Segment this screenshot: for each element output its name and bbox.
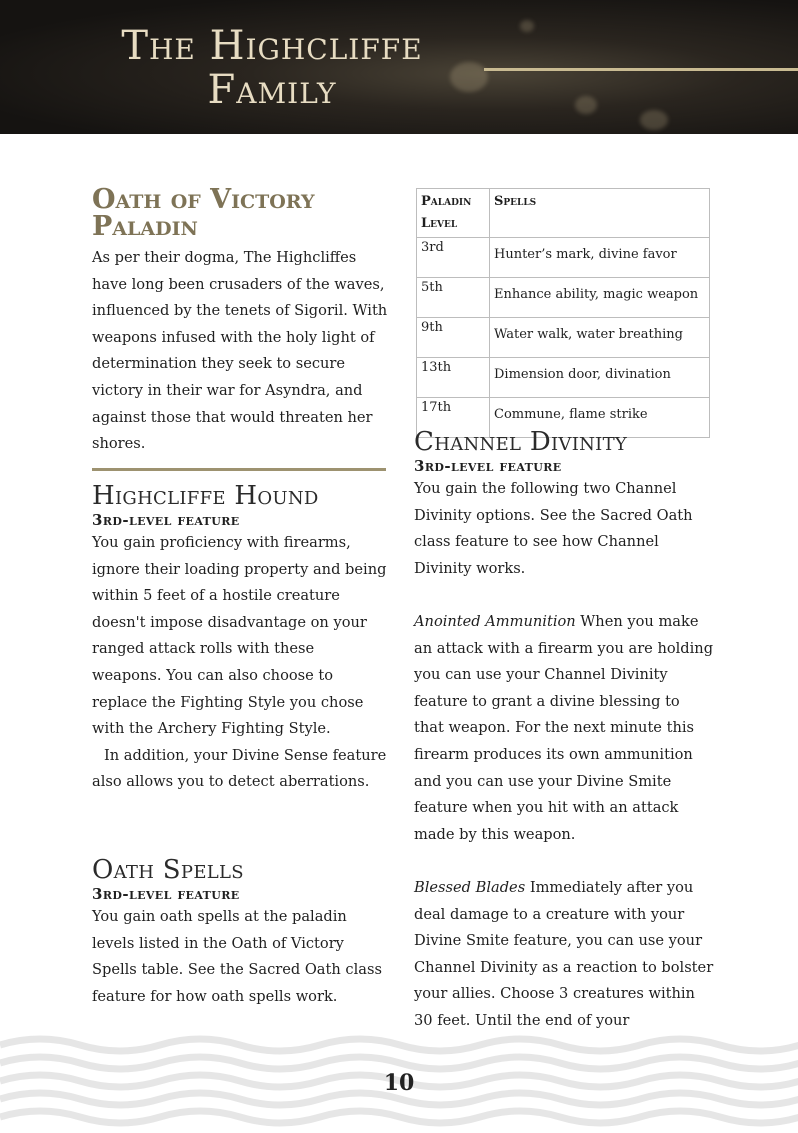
table-header-spells: Spells <box>490 189 710 238</box>
blessed-blades-paragraph <box>414 875 714 1035</box>
table-cell-spells: Commune, flame strike <box>490 398 710 438</box>
table-header-level: Paladin Level <box>417 189 490 238</box>
channel-paragraph-1: You gain the following two Channel Divinity options. See the Sacred Oath class feature to see how Channel Divinity works. <box>414 480 693 577</box>
blessed-blades-name: Blessed Blades <box>414 878 526 896</box>
hound-paragraph-2: In addition, your Divine Sense feature also allows you to detect aberrations. <box>92 746 387 791</box>
table-row <box>417 278 710 318</box>
oath-intro: As per their dogma, The Highcliffes have long been crusaders of the waves, influenced by the tenets of Sigoril. With weapons infused with the holy light of determination they seek to secure victory in their war for Asyndra, and against those that would threaten her shores. <box>92 249 388 453</box>
oath-spells-paragraph: You gain oath spells at the paladin levels listed in the Oath of Victory Spells table. See the Sacred Oath class feature for how oath spells work. <box>92 908 382 1005</box>
page-title-line1: The Highcliffe <box>121 23 423 69</box>
channel-subheading: 3rd-level feature <box>414 457 562 475</box>
hound-heading: Highcliffe Hound <box>92 481 319 511</box>
page-title-line2: Family <box>207 67 337 113</box>
table-cell-level: 9th <box>417 318 490 358</box>
banner-texture <box>640 110 668 130</box>
table-cell-level: 17th <box>417 398 490 438</box>
oath-heading: Oath of Victory Paladin <box>92 184 315 242</box>
header-banner <box>0 0 798 134</box>
oath-spells-subheading: 3rd-level feature <box>92 885 240 903</box>
banner-divider <box>484 68 798 71</box>
anointed-ammunition-name: Anointed Ammunition <box>414 612 576 630</box>
oath-spells-heading: Oath Spells <box>92 855 244 885</box>
oath-intro-block <box>92 245 388 458</box>
table-header-row <box>417 189 710 238</box>
table-row <box>417 358 710 398</box>
section-divider <box>92 468 386 471</box>
table-cell-level: 5th <box>417 278 490 318</box>
table-cell-level: 13th <box>417 358 490 398</box>
page-title <box>82 24 462 112</box>
hound-section <box>92 482 388 796</box>
table-cell-spells: Dimension door, divination <box>490 358 710 398</box>
table-row <box>417 238 710 278</box>
channel-heading: Channel Divinity <box>414 427 628 457</box>
banner-texture <box>575 96 597 114</box>
oath-spells-section <box>92 856 388 1010</box>
channel-divinity-section <box>414 428 714 1034</box>
table-cell-level: 3rd <box>417 238 490 278</box>
hound-subheading: 3rd-level feature <box>92 511 240 529</box>
table-row <box>417 318 710 358</box>
anointed-ammunition-paragraph <box>414 609 714 848</box>
hound-paragraph-1: You gain proficiency with firearms, ignore their loading property and being within 5 feet of a hostile creature doesn't impose disadvantage on your ranged attack rolls with these weapons. You can also choose to replace the Fighting Style you chose with the Archery Fighting Style. <box>92 534 387 738</box>
table-cell-spells: Water walk, water breathing <box>490 318 710 358</box>
table-cell-spells: Enhance ability, magic weapon <box>490 278 710 318</box>
table-cell-spells: Hunter’s mark, divine favor <box>490 238 710 278</box>
page-number: 10 <box>383 1070 415 1096</box>
oath-spells-table <box>416 188 710 438</box>
banner-texture <box>520 20 534 32</box>
blessed-blades-text: Immediately after you deal damage to a creature with your Divine Smite feature, you can use your Channel Divinity as a reaction to bolster your allies. Choose 3 creatures within 30 feet. Until the end of your <box>414 878 714 1029</box>
anointed-ammunition-text: When you make an attack with a firearm you are holding you can use your Channel Divinity feature to grant a divine blessing to that weapon. For the next minute this firearm produces its own ammunition and you can use your Divine Smite feature when you hit with an attack made by this weapon. <box>414 612 714 843</box>
